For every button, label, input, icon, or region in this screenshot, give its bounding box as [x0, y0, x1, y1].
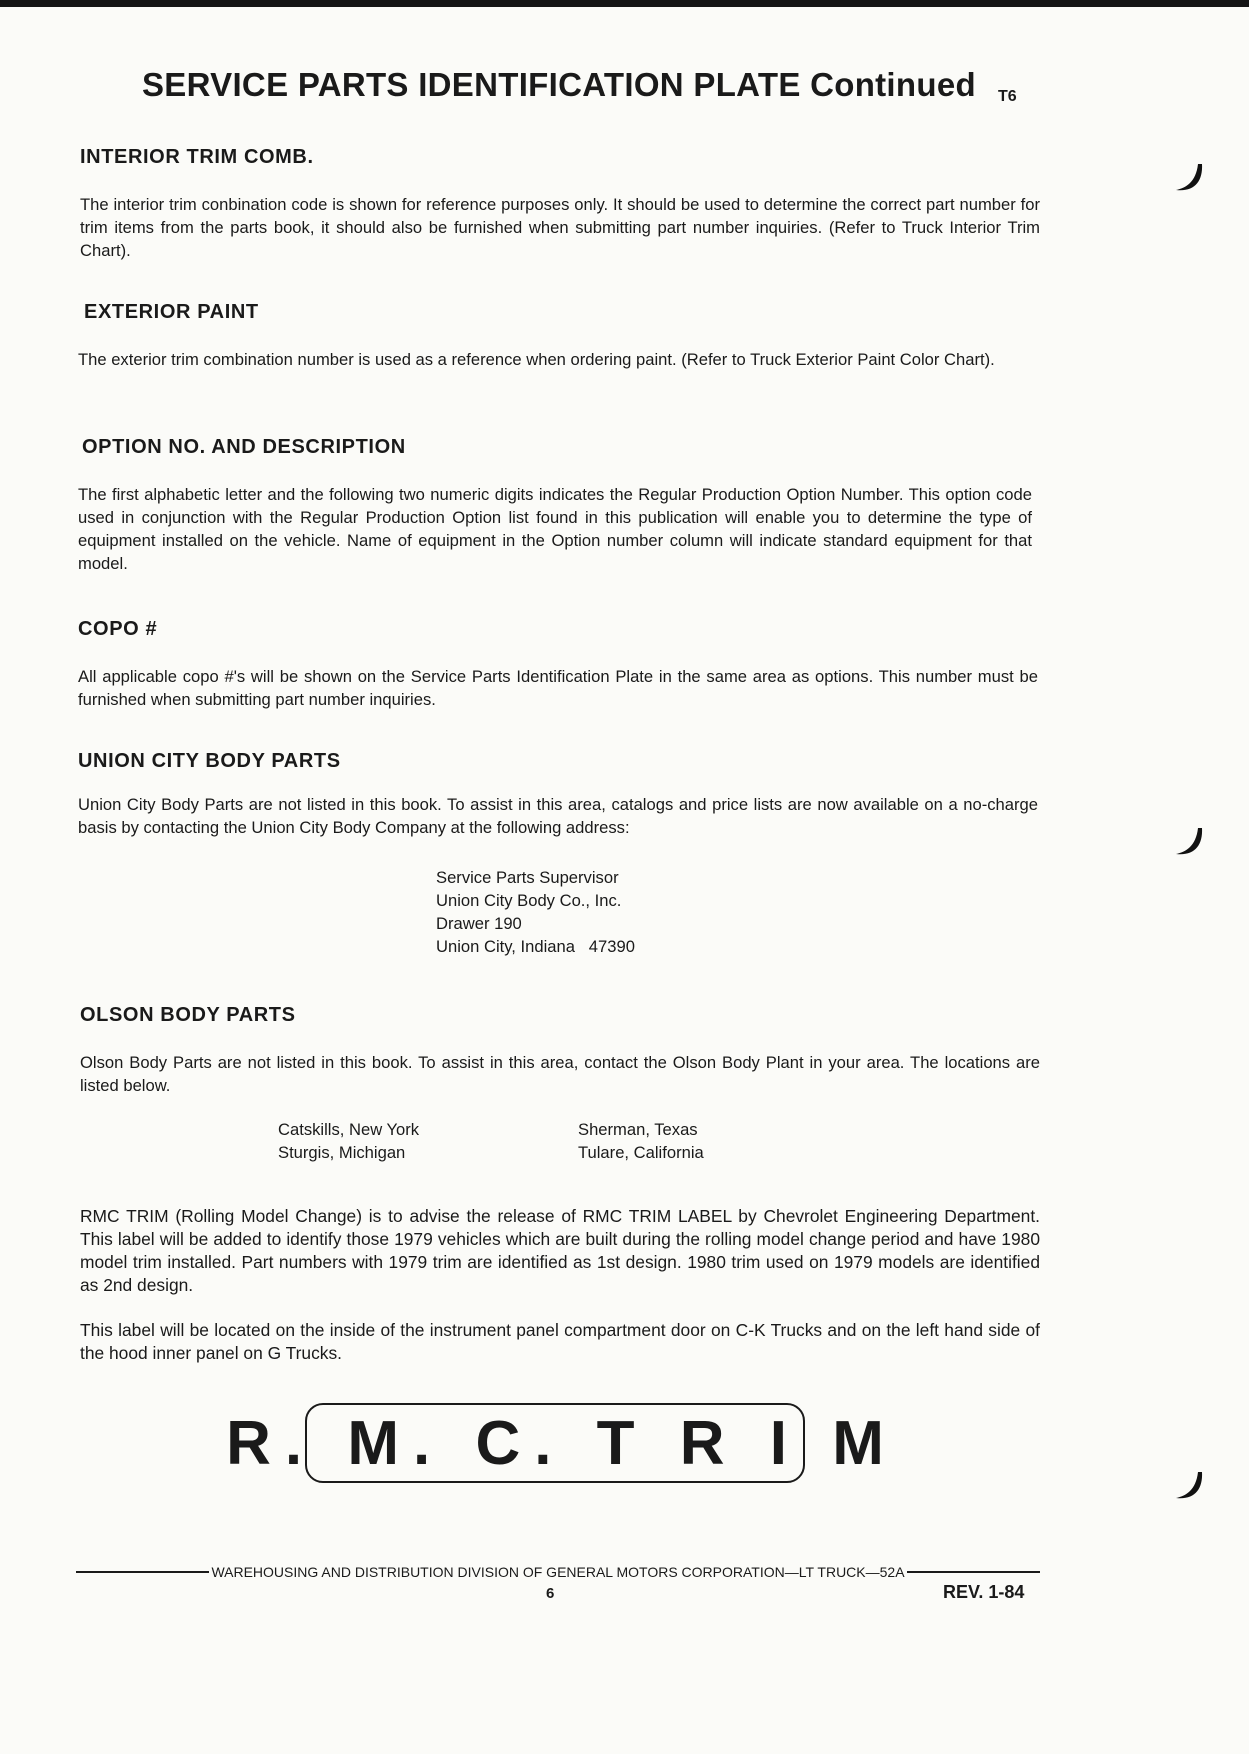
section-copo: [78, 618, 1038, 711]
section-interior-trim: [80, 146, 1040, 262]
section-heading: UNION CITY BODY PARTS: [78, 750, 341, 772]
section-union-city: [78, 750, 1038, 839]
binder-hole-icon: [1172, 162, 1206, 196]
location-item: Catskills, New York: [278, 1120, 420, 1139]
rmc-paragraph: RMC TRIM (Rolling Model Change) is to advise the release of RMC TRIM LABEL by Chevrolet Engineering Department. This label will be added to identify those 1979 vehicles which are built during the rolling model change period and have 1980 model trim installed. Part numbers with 1979 trim are identified as 1st design. 1980 trim used on 1979 models are identified as 2nd design.: [80, 1206, 1040, 1295]
footer-division: WAREHOUSING AND DISTRIBUTION DIVISION OF GENERAL MOTORS CORPORATION—LT TRUCK—52A: [211, 1564, 905, 1580]
rmc-trim-label: [226, 1403, 898, 1483]
binder-hole-icon: [1172, 826, 1206, 860]
union-city-address: [436, 866, 635, 958]
address-line: Union City, Indiana 47390: [436, 937, 635, 956]
section-heading: INTERIOR TRIM COMB.: [80, 146, 314, 168]
section-exterior-paint: [78, 301, 1028, 371]
footer-division-line: [76, 1562, 1040, 1582]
address-line: Service Parts Supervisor: [436, 868, 619, 887]
location-item: Tulare, California: [578, 1143, 704, 1162]
section-heading: OLSON BODY PARTS: [80, 1004, 296, 1026]
address-line: Union City Body Co., Inc.: [436, 891, 622, 910]
page-header: [142, 66, 1042, 116]
section-heading: COPO #: [78, 618, 158, 640]
section-rmc-trim: [80, 1205, 1040, 1365]
section-heading: OPTION NO. AND DESCRIPTION: [82, 436, 406, 458]
rmc-paragraph: This label will be located on the inside of the instrument panel compartment door on C-K Trucks and on the left hand side of the hood inner panel on G Trucks.: [80, 1320, 1040, 1363]
top-border: [0, 0, 1249, 7]
section-olson: [80, 1004, 1040, 1097]
section-body: The exterior trim combination number is used as a reference when ordering paint. (Refer to Truck Exterior Paint Color Chart).: [78, 350, 995, 369]
section-code: T6: [998, 88, 1017, 105]
page-title: SERVICE PARTS IDENTIFICATION PLATE Continued: [142, 66, 976, 103]
rmc-trim-label-text: R. M. C. T R I M: [226, 1408, 898, 1478]
footer-rule: [76, 1571, 209, 1573]
section-option-no: [78, 436, 1042, 575]
location-item: Sherman, Texas: [578, 1120, 698, 1139]
page-number: 6: [546, 1585, 555, 1602]
revision-label: REV. 1-84: [943, 1582, 1025, 1602]
section-body: The interior trim conbination code is shown for reference purposes only. It should be used to determine the correct part number for trim items from the parts book, it should also be furnished when submitting part number inquiries. (Refer to Truck Interior Trim Chart).: [80, 195, 1040, 260]
binder-hole-icon: [1172, 1470, 1206, 1504]
location-item: Sturgis, Michigan: [278, 1143, 406, 1162]
address-line: Drawer 190: [436, 914, 522, 933]
section-body: All applicable copo #'s will be shown on the Service Parts Identification Plate in the same area as options. This number must be furnished when submitting part number inquiries.: [78, 667, 1038, 709]
section-body: The first alphabetic letter and the following two numeric digits indicates the Regular Production Option Number. This option code used in conjunction with the Regular Production Option list found in this publication will enable you to determine the type of equipment installed on the vehicle. Name of equipment in the Option number column will indicate standard equipment for that model.: [78, 485, 1032, 573]
section-body: Olson Body Parts are not listed in this book. To assist in this area, contact the Olson Body Plant in your area. The locations are listed below.: [80, 1053, 1040, 1095]
section-heading: EXTERIOR PAINT: [84, 301, 259, 323]
section-body: Union City Body Parts are not listed in this book. To assist in this area, catalogs and price lists are now available on a no-charge basis by contacting the Union City Body Company at the following address:: [78, 795, 1038, 837]
footer-rule: [907, 1571, 1040, 1573]
